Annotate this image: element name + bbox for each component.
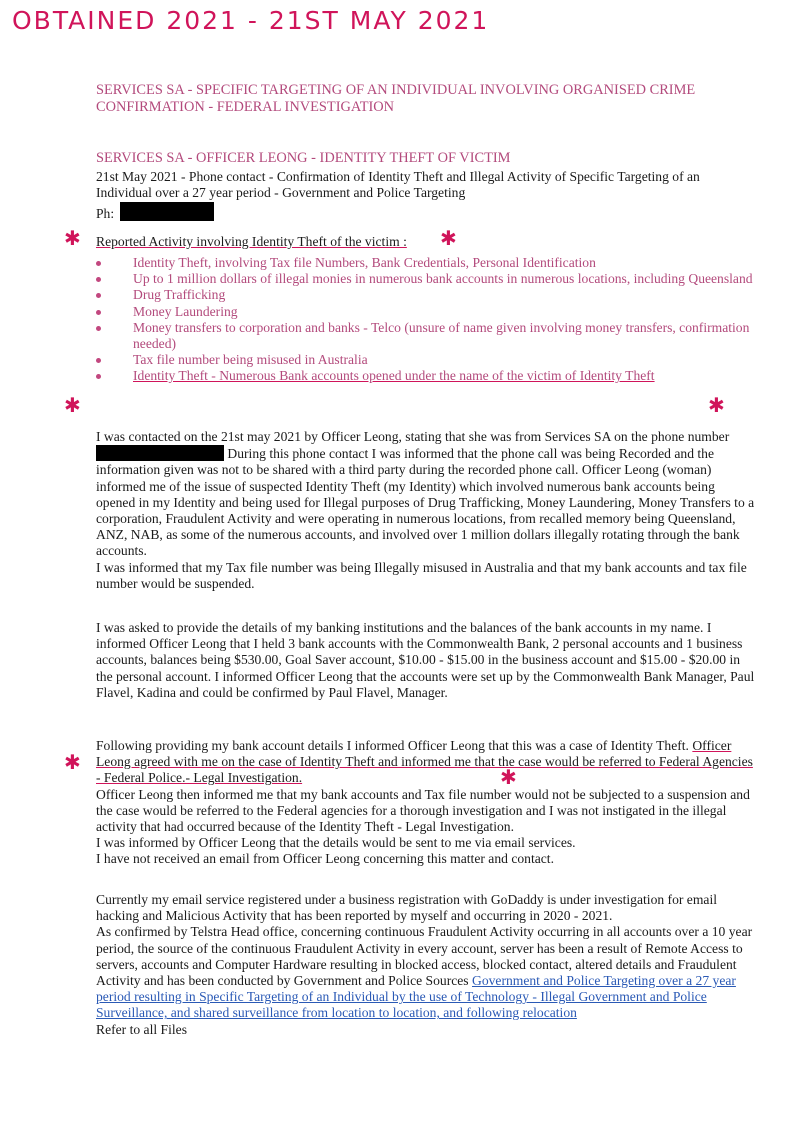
list-item: Identity Theft, involving Tax file Numbers, Bank Credentials, Personal Identification bbox=[96, 255, 753, 271]
asterisk-mark-icon: ✱ bbox=[500, 765, 517, 789]
intro-text: 21st May 2021 - Phone contact - Confirmation of Identity Theft and Illegal Activity of Specific Targeting of an Individual over a 27 year period - Government and Police Targeting bbox=[96, 169, 700, 201]
handwritten-date-note: OBTAINED 2021 - 21ST MAY 2021 bbox=[12, 6, 490, 35]
asterisk-mark-icon: ✱ bbox=[440, 226, 457, 250]
asterisk-mark-icon: ✱ bbox=[708, 393, 725, 417]
title-line-2: CONFIRMATION - FEDERAL INVESTIGATION bbox=[96, 99, 395, 115]
asterisk-mark-icon: ✱ bbox=[64, 393, 81, 417]
paragraph-email-telstra: Currently my email service registered under a business registration with GoDaddy is under investigation for email hacking and Malicious Activity that has been reported by myself and occurring in 2020 - 2021. As confirmed by Telstra Head office, concerning continuous Fraudulent Activity occurring in all accounts over a 10 year period, the source of the continuous Fraudulent Activity in every account, server has been a result of Remote Access to servers, accounts and Computer Hardware resulting in blocked access, blocked contact, altered details and Fraudulent Activity and has been conducted by Government and Police Sources Government and Police Targeting over a 27 year period resulting in Specific Targeting of an Individual by the use of Technology - Illegal Government and Police Surveillance, and shared surveillance from location to location, and following relocation Refer to all Files bbox=[96, 892, 753, 1037]
asterisk-mark-icon: ✱ bbox=[64, 750, 81, 774]
reported-activity-list bbox=[96, 255, 753, 385]
paragraph-identity-theft: Following providing my bank account details I informed Officer Leong that this was a case of Identity Theft. Officer Leong agreed with me on the case of Identity Theft and informed me that the case would be referred to Federal Agencies - Federal Police.- Legal Investigation. Officer Leong then informed me that my bank accounts and Tax file number would not be subjected to a suspension and the case would be referred to the Federal agencies for a thorough investigation and I was not instigated in the illegal activity that had occurred because of the Identity Theft - Legal Investigation. I was informed by Officer Leong that the details would be sent to me via email services. I have not received an email from Officer Leong concerning this matter and contact. bbox=[96, 738, 753, 867]
list-item: Identity Theft - Numerous Bank accounts opened under the name of the victim of Identity Theft bbox=[96, 368, 753, 384]
section-heading: SERVICES SA - OFFICER LEONG - IDENTITY THEFT OF VICTIM bbox=[96, 150, 511, 166]
list-item: Drug Trafficking bbox=[96, 287, 753, 303]
bullet-icon bbox=[96, 358, 101, 363]
phone-line bbox=[96, 202, 756, 222]
phone-label: Ph: bbox=[96, 206, 115, 221]
bullet-icon bbox=[96, 374, 101, 379]
document-title bbox=[96, 82, 756, 116]
list-item: Up to 1 million dollars of illegal monies in numerous bank accounts in numerous locations, including Queensland bbox=[96, 271, 753, 287]
list-item: Tax file number being misused in Australia bbox=[96, 352, 753, 368]
list-item: Money Laundering bbox=[96, 304, 753, 320]
bullet-icon bbox=[96, 326, 101, 331]
redacted-phone-block bbox=[96, 445, 224, 461]
bullet-icon bbox=[96, 310, 101, 315]
reported-activity-heading: Reported Activity involving Identity Theft of the victim : bbox=[96, 234, 407, 249]
bullet-icon bbox=[96, 261, 101, 266]
bullet-icon bbox=[96, 277, 101, 282]
title-line-1: SERVICES SA - SPECIFIC TARGETING OF AN INDIVIDUAL INVOLVING ORGANISED CRIME bbox=[96, 82, 696, 98]
paragraph-banking: I was asked to provide the details of my banking institutions and the balances of the bank accounts in my name. I informed Officer Leong that I held 3 bank accounts with the Commonwealth Bank, 2 personal accounts and 1 business accounts, balances being $530.00, Goal Saver account, $10.00 - $15.00 in the business account and $15.00 - $20.00 in the personal account. I informed Officer Leong that the accounts were set up by the Commonwealth Bank Manager, Paul Flavel, Kadina and could be confirmed by Paul Flavel, Manager. bbox=[96, 620, 755, 700]
targeting-link[interactable]: Government and Police Targeting over a 27 year period resulting in Specific Targeting of an Individual by the use of Technology - Illegal Government and Police Surveillance, and shared surveillance from location to location, and following relocation bbox=[96, 973, 736, 1021]
bullet-icon bbox=[96, 293, 101, 298]
paragraph-contact: I was contacted on the 21st may 2021 by Officer Leong, stating that she was from Services SA on the phone number During this phone contact I was informed that the phone call was being Recorded and the information given was not to be shared with a third party during the recorded phone call. Officer Leong (woman) informed me of the issue of suspected Identity Theft (my Identity) which involved numerous bank accounts being opened in my Identity and being used for Illegal purposes of Drug Trafficking, Money Laundering, Money Transfers to a corporation, Fraudulent Activity and were operating in numerous locations, from recalled memory being Queensland, ANZ, NAB, as some of the numerous accounts, and involved over 1 million dollars illegally rotating through the bank accounts. I was informed that my Tax file number was being Illegally misused in Australia and that my bank accounts and tax file number would be suspended. bbox=[96, 429, 755, 591]
refer-files-text: Refer to all Files bbox=[96, 1021, 187, 1037]
asterisk-mark-icon: ✱ bbox=[64, 226, 81, 250]
list-item: Money transfers to corporation and banks - Telco (unsure of name given involving money transfers, confirmation needed) bbox=[96, 320, 753, 352]
redacted-phone-block bbox=[120, 202, 214, 221]
